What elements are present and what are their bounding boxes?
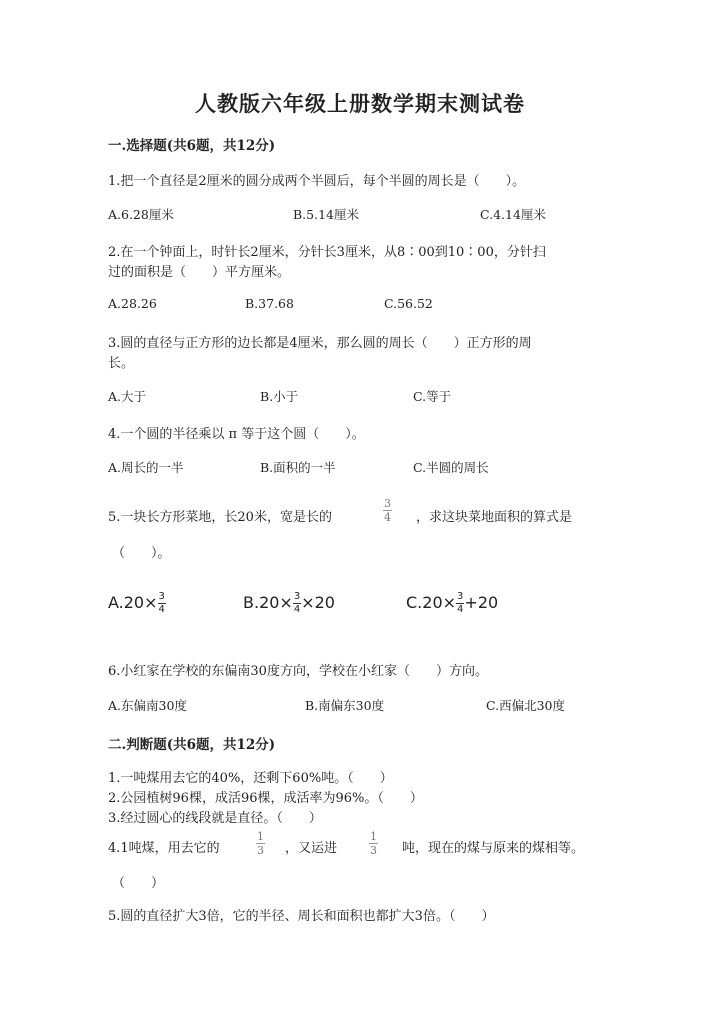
- question-4: 4.一个圆的半径乘以 π 等于这个圆（ ）。: [108, 427, 365, 442]
- option-5a: [108, 592, 166, 615]
- option-1c: C.4.14厘米: [480, 207, 546, 222]
- question-3-line2: 长。: [108, 356, 135, 371]
- section-heading-choice: 一.选择题(共6题，共12分): [108, 138, 276, 154]
- page-title: 人教版六年级上册数学期末测试卷: [195, 91, 525, 116]
- option-3a: A.大于: [108, 389, 147, 404]
- question-5-part2: ，求这块菜地面积的算式是: [416, 510, 573, 525]
- question-3-line1: 3.圆的直径与正方形的边长都是4厘米，那么圆的周长（ ）正方形的周: [108, 336, 532, 351]
- judge-item-5: 5.圆的直径扩大3倍，它的半径、周长和面积也都扩大3倍。（ ）: [108, 909, 495, 924]
- option-5a-den: 4: [158, 604, 165, 615]
- option-6c: C.西偏北30度: [486, 698, 565, 713]
- judge-item-4-fraction-1: [256, 831, 265, 856]
- option-5b-prefix: B.20×: [243, 593, 293, 612]
- judge-item-4-part3: 吨，现在的煤与原来的煤相等。: [402, 841, 585, 856]
- section-heading-judge: 二.判断题(共6题，共12分): [108, 737, 276, 753]
- question-6: 6.小红家在学校的东偏南30度方向，学校在小红家（ ）方向。: [108, 664, 488, 679]
- question-1: 1.把一个直径是2厘米的圆分成两个半圆后，每个半圆的周长是（ ）。: [108, 174, 526, 189]
- judge-item-4-part1: 4.1吨煤，用去它的: [108, 841, 220, 856]
- option-3b: B.小于: [260, 389, 299, 404]
- option-5c: [406, 592, 498, 615]
- option-4b: B.面积的一半: [260, 460, 336, 475]
- judge-item-3: 3.经过圆心的线段就是直径。（ ）: [108, 811, 322, 826]
- option-6b: B.南偏东30度: [305, 698, 385, 713]
- option-6a: A.东偏南30度: [108, 698, 187, 713]
- question-2-line2: 过的面积是（ ）平方厘米。: [108, 265, 291, 280]
- option-5b: [243, 592, 335, 615]
- option-2b: B.37.68: [245, 296, 294, 311]
- option-5c-suffix: +20: [464, 593, 499, 612]
- option-1b: B.5.14厘米: [293, 207, 359, 222]
- fraction-denominator: 3: [257, 844, 264, 857]
- option-1a: A.6.28厘米: [108, 207, 174, 222]
- fraction-numerator: 3: [384, 497, 391, 510]
- judge-item-2: 2.公园植树96棵，成活96棵，成活率为96%。（ ）: [108, 791, 423, 806]
- judge-item-4-part2: ，又运进: [285, 841, 338, 856]
- option-5a-prefix: A.20×: [108, 593, 158, 612]
- question-2-line1: 2.在一个钟面上，时针长2厘米，分针长3厘米，从8∶00到10∶00，分针扫: [108, 245, 546, 260]
- option-5b-suffix: ×20: [301, 593, 335, 612]
- fraction-numerator: 1: [257, 830, 264, 843]
- judge-item-1: 1.一吨煤用去它的40%，还剩下60%吨。（ ）: [108, 771, 393, 786]
- option-2c: C.56.52: [384, 296, 433, 311]
- option-4c: C.半圆的周长: [413, 460, 489, 475]
- fraction-numerator: 1: [370, 830, 377, 843]
- option-5a-num: 3: [158, 591, 165, 602]
- option-5b-den: 4: [293, 604, 301, 615]
- fraction-denominator: 3: [370, 844, 377, 857]
- option-3c: C.等于: [413, 389, 452, 404]
- option-5c-den: 4: [457, 604, 464, 615]
- option-5c-prefix: C.20×: [406, 593, 457, 612]
- question-5-part1: 5.一块长方形菜地，长20米，宽是长的: [108, 510, 332, 525]
- question-5-line2: （ ）。: [112, 546, 171, 561]
- option-5c-num: 3: [457, 591, 464, 602]
- judge-item-4-line2: （ ）: [112, 876, 165, 891]
- option-5b-num: 3: [293, 591, 301, 602]
- fraction-denominator: 4: [384, 511, 391, 524]
- option-2a: A.28.26: [108, 296, 157, 311]
- question-5-fraction: [383, 498, 392, 523]
- option-4a: A.周长的一半: [108, 460, 184, 475]
- judge-item-4-fraction-2: [369, 831, 378, 856]
